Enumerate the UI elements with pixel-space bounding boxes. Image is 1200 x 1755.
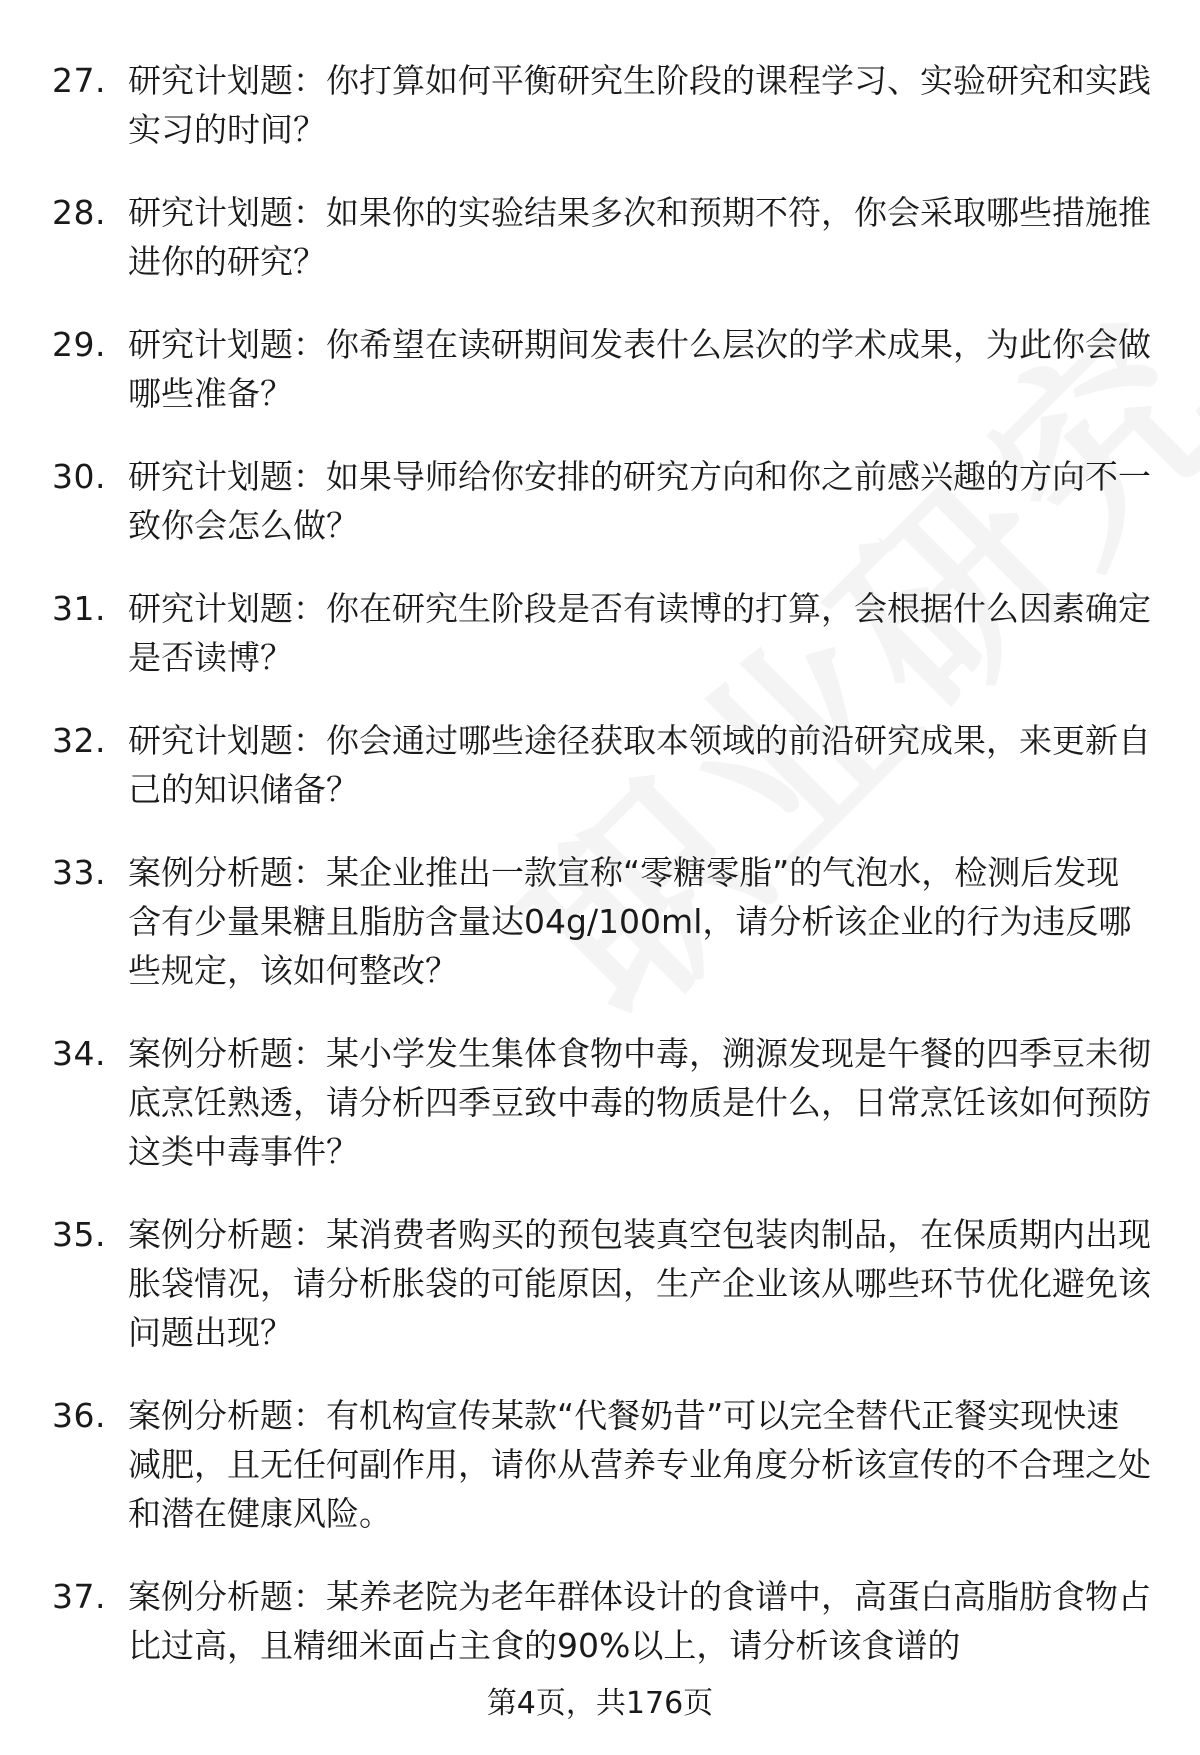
question-text: 案例分析题：有机构宣传某款“代餐奶昔”可以完全替代正餐实现快速减肥，且无任何副作用，请你从营养专业角度分析该宣传的不合理之处和潜在健康风险。	[128, 1396, 1151, 1533]
question-text: 案例分析题：某小学发生集体食物中毒，溯源发现是午餐的四季豆未彻底烹饪熟透，请分析四季豆致中毒的物质是什么，日常烹饪该如何预防这类中毒事件？	[128, 1034, 1151, 1171]
question-text: 案例分析题：某消费者购买的预包装真空包装肉制品，在保质期内出现胀袋情况，请分析胀袋的可能原因，生产企业该从哪些环节优化避免该问题出现？	[128, 1215, 1151, 1352]
question-number: 34.	[52, 1034, 106, 1073]
question-number: 29.	[52, 325, 106, 364]
question-number: 30.	[52, 457, 106, 496]
question-item	[52, 848, 1152, 995]
question-text: 研究计划题：如果导师给你安排的研究方向和你之前感兴趣的方向不一致你会怎么做？	[128, 457, 1151, 545]
question-number: 37.	[52, 1577, 106, 1616]
question-number: 35.	[52, 1215, 106, 1254]
question-number: 32.	[52, 721, 106, 760]
page-footer: 第4页，共176页	[486, 1686, 714, 1721]
question-item	[52, 584, 1152, 682]
question-item	[52, 1572, 1152, 1670]
question-number: 28.	[52, 193, 106, 232]
question-item	[52, 320, 1152, 418]
question-text: 研究计划题：如果你的实验结果多次和预期不符，你会采取哪些措施推进你的研究？	[128, 193, 1151, 281]
question-text: 研究计划题：你希望在读研期间发表什么层次的学术成果，为此你会做哪些准备？	[128, 325, 1151, 413]
question-text: 研究计划题：你会通过哪些途径获取本领域的前沿研究成果，来更新自己的知识储备？	[128, 721, 1151, 809]
question-number: 27.	[52, 61, 106, 100]
question-text: 研究计划题：你在研究生阶段是否有读博的打算，会根据什么因素确定是否读博？	[128, 589, 1151, 677]
question-item	[52, 716, 1152, 814]
question-item	[52, 188, 1152, 286]
question-item	[52, 56, 1152, 154]
question-item	[52, 1210, 1152, 1357]
question-text: 案例分析题：某企业推出一款宣称“零糖零脂”的气泡水，检测后发现含有少量果糖且脂肪含量达04g/100ml，请分析该企业的行为违反哪些规定，该如何整改？	[128, 853, 1132, 990]
question-number: 31.	[52, 589, 106, 628]
question-number: 33.	[52, 853, 106, 892]
question-item	[52, 1391, 1152, 1538]
question-item	[52, 452, 1152, 550]
question-number: 36.	[52, 1396, 106, 1435]
question-item	[52, 1029, 1152, 1176]
question-text: 案例分析题：某养老院为老年群体设计的食谱中，高蛋白高脂肪食物占比过高，且精细米面占主食的90%以上，请分析该食谱的	[128, 1577, 1151, 1665]
question-list	[52, 56, 1152, 1704]
question-text: 研究计划题：你打算如何平衡研究生阶段的课程学习、实验研究和实践实习的时间？	[128, 61, 1151, 149]
